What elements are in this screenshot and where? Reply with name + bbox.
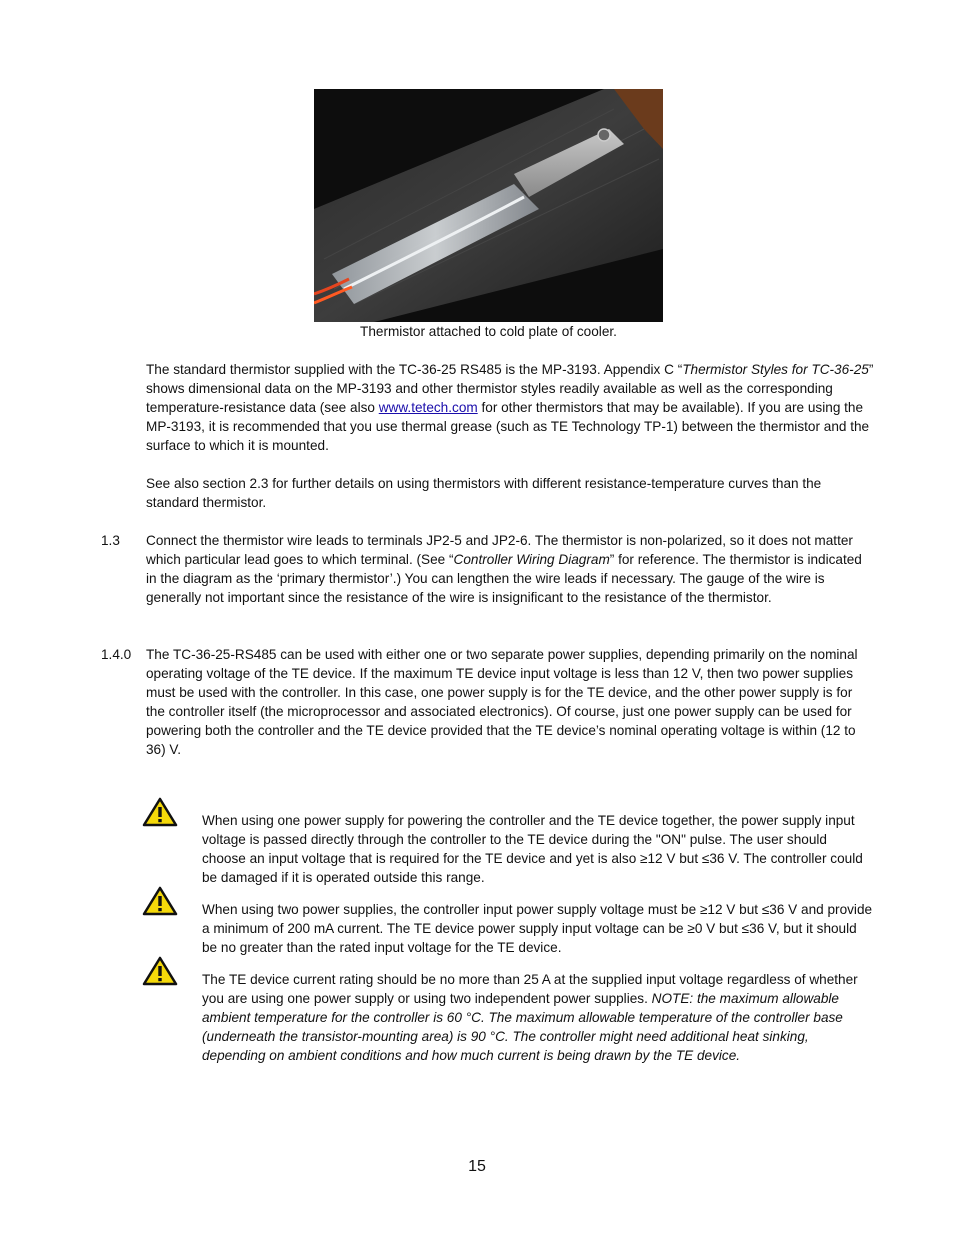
section-1-3-text-a: Connect the thermistor wire leads to terminals JP2-5 and JP2-6. The thermistor is non-polarized, so it does not matter which particular lead goes to which terminal. (See “ xyxy=(146,533,853,567)
warning-triangle-icon xyxy=(142,956,178,986)
section-1-4-0-text: The TC-36-25-RS485 can be used with either one or two separate power supplies, depending primarily on the nominal operating voltage of the TE device. If the maximum TE device input voltage is less than 12 V, then two power supplies must be used with the controller. In this case, one power supply is for the TE device, and the other power supply is for the controller itself (the microprocessor and associated electronics). Of course, just one power supply can be used for powering both the controller and the TE device provided that the TE device’s nominal operating voltage is within (12 to 36) V. xyxy=(146,647,858,757)
section-1-3-text xyxy=(146,531,874,607)
page-number: 15 xyxy=(468,1158,486,1175)
intro-text-a: The standard thermistor supplied with the TC-36-25 RS485 is the MP-3193. Appendix C “ xyxy=(146,362,683,377)
intro-paragraph xyxy=(146,360,874,455)
wiring-diagram-reference: Controller Wiring Diagram xyxy=(453,552,610,567)
intro-text-c: for other thermistors that may be available). If you are using the MP-3193, it is recommended that you use thermal grease (such as TE Technology TP-1) between the thermistor and the surface to which it is mounted. xyxy=(146,400,870,453)
tetech-link[interactable]: www.tetech.com xyxy=(378,400,478,415)
thermistor-photo-graphic xyxy=(314,89,663,322)
section-number-1-4-0: 1.4.0 xyxy=(101,647,132,662)
warning-two-power-supplies: When using two power supplies, the controller input power supply voltage must be ≥12 V but ≤36 V and provide a minimum of 200 mA current. The TE device power supply input voltage can be ≥0 V but ≤36 V, but it should be no greater than the rated input voltage for the TE device. xyxy=(202,902,873,955)
thermistor-styles-reference: Thermistor Styles for TC-36-25 xyxy=(682,362,869,377)
figure-caption: Thermistor attached to cold plate of cooler. xyxy=(360,324,617,339)
warning-current-rating xyxy=(202,970,874,1065)
section-number-1-3: 1.3 xyxy=(101,533,120,548)
warning-current-rating-text: The TE device current rating should be no more than 25 A at the supplied input voltage regardless of whether you are using one power supply or using two independent power supplies. xyxy=(202,972,858,1006)
warning-temperature-note: NOTE: the maximum allowable ambient temperature for the controller is 60 °C. The maximum allowable temperature of the controller base (underneath the transistor-mounting area) is 90 °C. The controller might need additional heat sinking, depending on ambient conditions and how much current is being drawn by the TE device. xyxy=(202,991,843,1063)
thermistor-photo xyxy=(314,89,663,322)
warning-triangle-icon xyxy=(142,886,178,916)
warning-triangle-icon xyxy=(142,797,178,827)
section-1-3-text-b: ” for reference. The thermistor is indicated in the diagram as the ‘primary thermistor’.) You can lengthen the wire leads if necessary. The gauge of the wire is generally not important since the resistance of the wire is insignificant to the resistance of the thermistor. xyxy=(146,552,862,605)
intro-text-b: ” shows dimensional data on the MP-3193 and other thermistor styles readily available as well as the corresponding temperature-resistance data (see also xyxy=(146,362,874,415)
warning-one-power-supply: When using one power supply for powering the controller and the TE device together, the power supply input voltage is passed directly through the controller to the TE device during the "ON" pulse. The user should choose an input voltage that is required for the TE device and yet is also ≥12 V but ≤36 V. The controller could be damaged if it is operated outside this range. xyxy=(202,813,863,885)
see-also-paragraph: See also section 2.3 for further details on using thermistors with different resistance-temperature curves than the standard thermistor. xyxy=(146,476,822,510)
